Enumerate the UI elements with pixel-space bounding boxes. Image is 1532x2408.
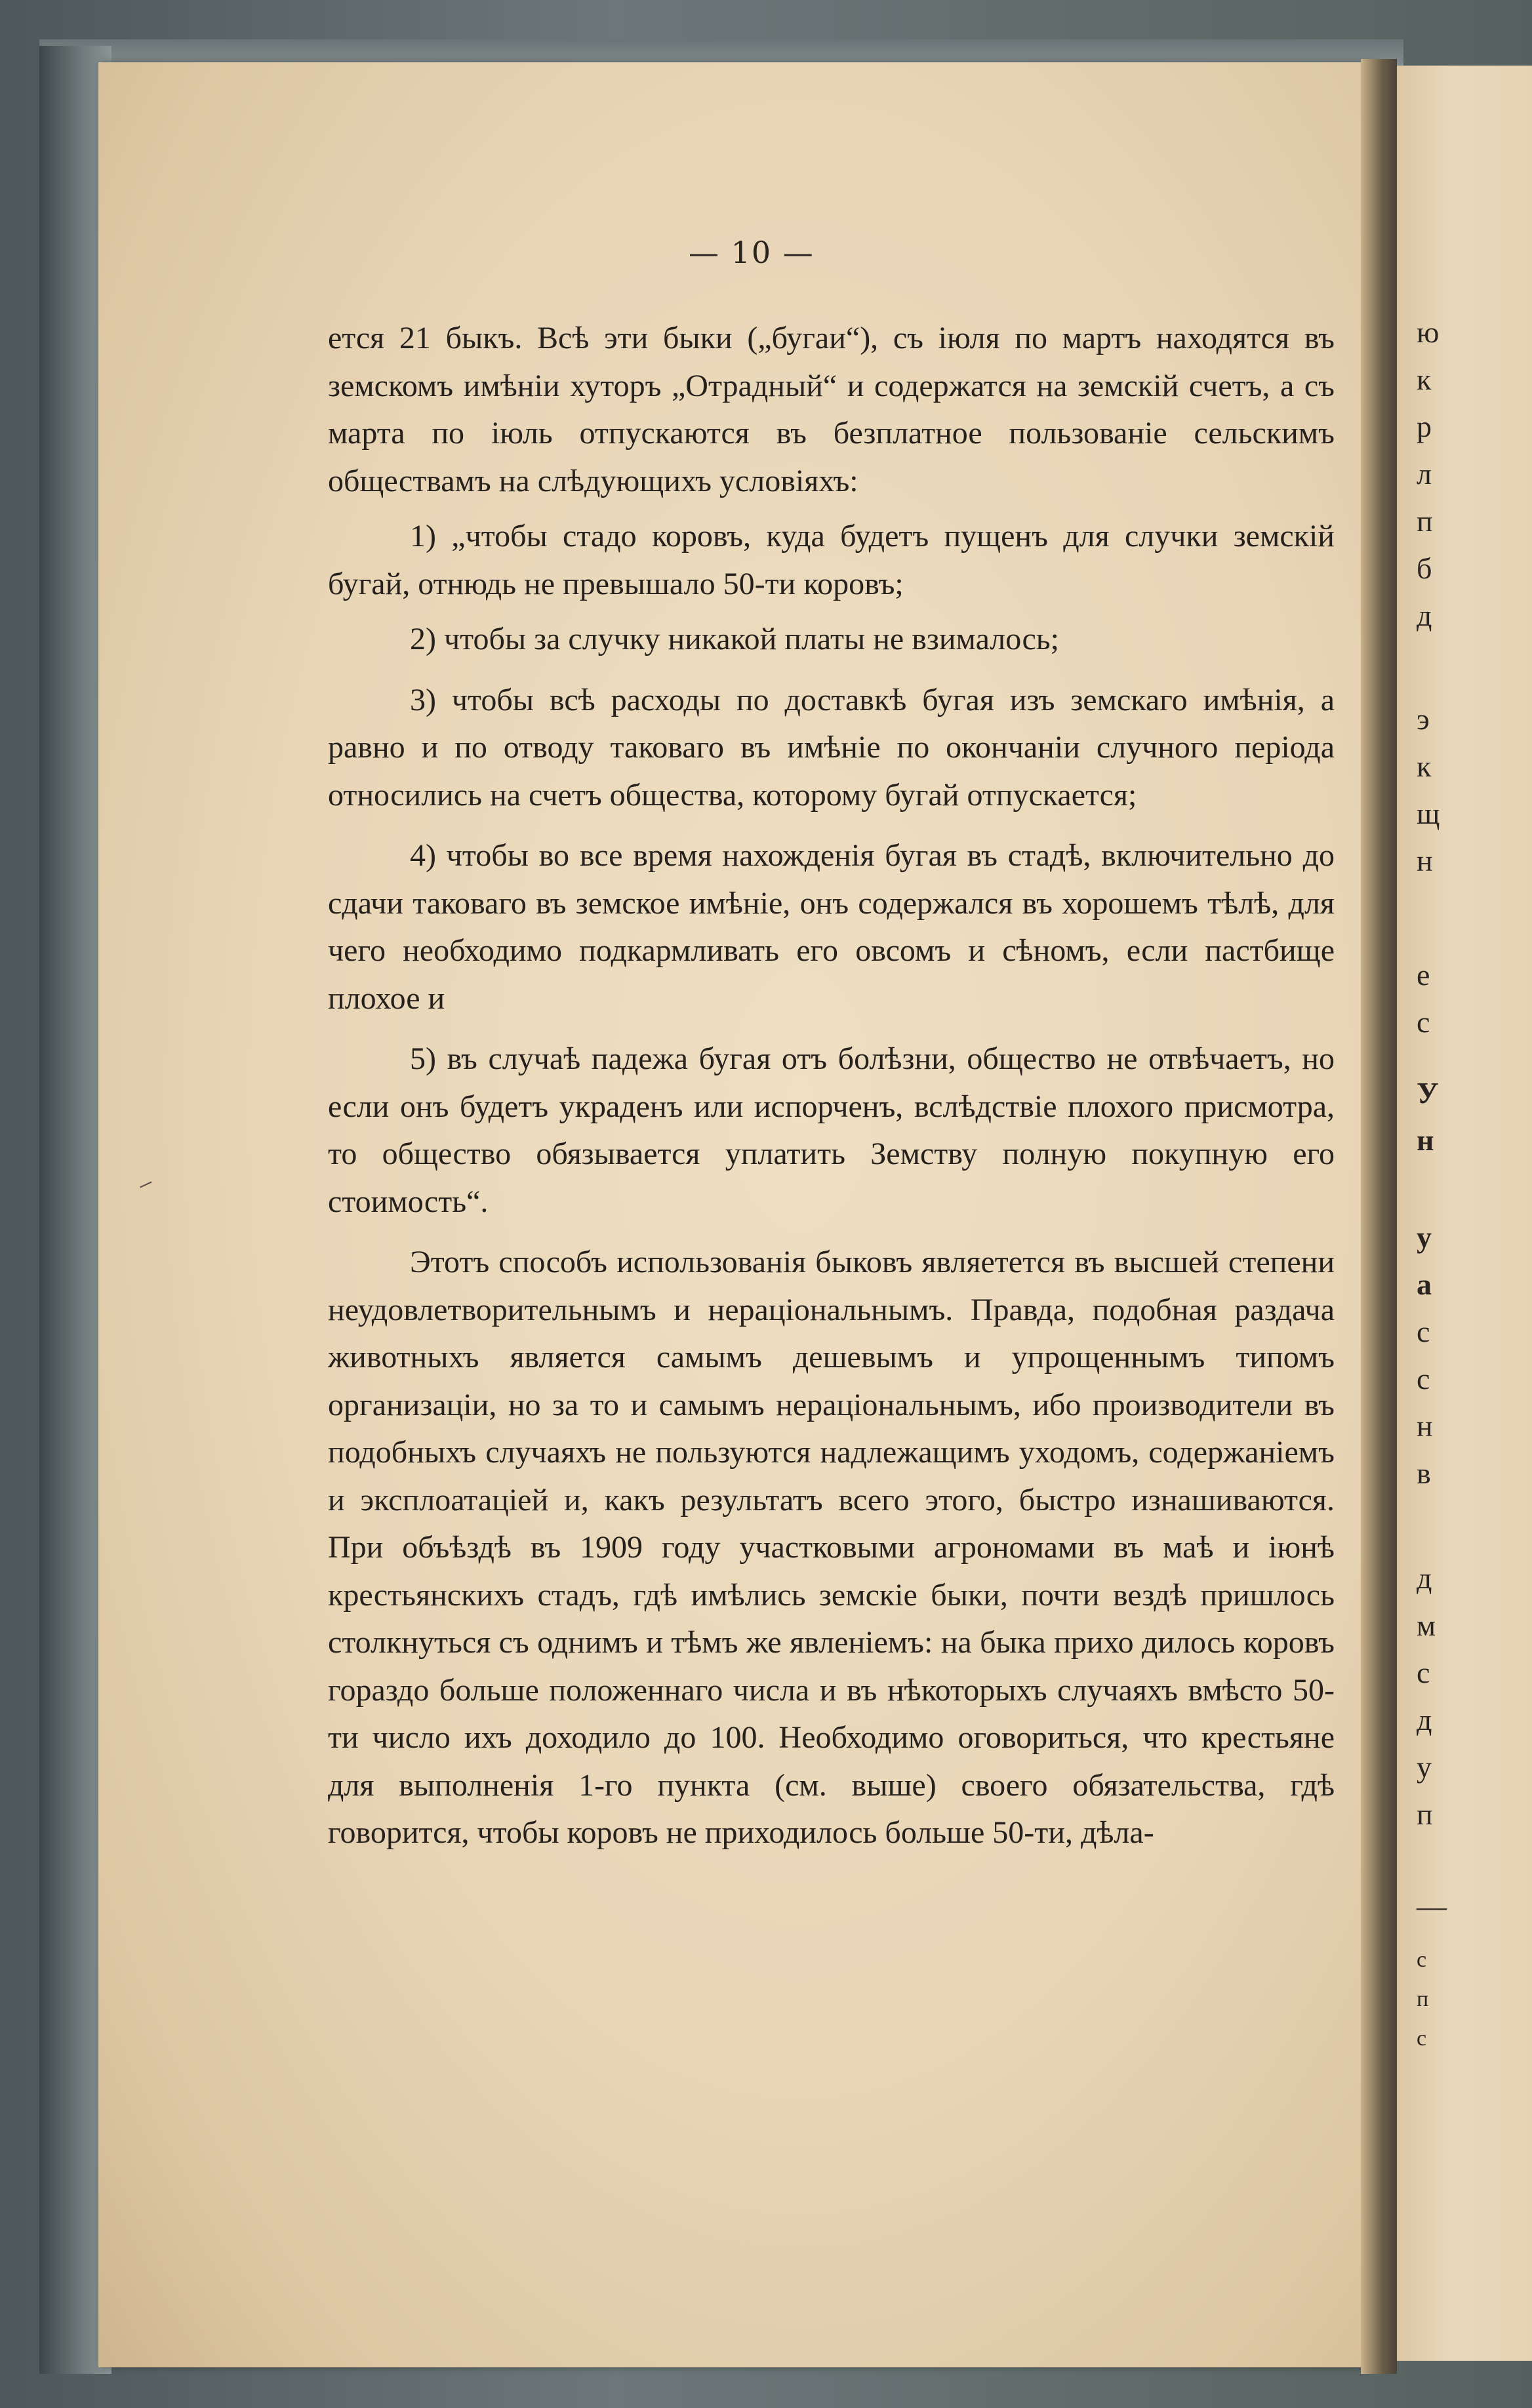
condition-2: 2) чтобы за случку никакой платы не взималось; [410,622,1059,656]
facing-line: с [1417,1948,1427,1972]
facing-line: н [1417,1123,1434,1157]
condition-1: 1) „чтобы стадо коровъ, куда будетъ пущенъ для случки земскій бугай, отнюдь не превышало 50-ти коровъ; [328,519,1335,601]
facing-line: к [1417,750,1432,783]
paragraph-intro: ется 21 быкъ. Всѣ эти быки („бугаи“), съ іюля по мартъ находятся въ земскомъ имѣніи хуторъ „Отрадный“ и содержатся на земскій счетъ, а съ марта по іюль отпускаются въ безплатное пользованіе сельскимъ обществамъ на слѣдующихъ условіяхъ: [328,321,1335,498]
facing-line: п [1417,504,1433,538]
facing-line: р [1417,410,1432,443]
ink-mark: ⸝ [136,1163,159,1196]
facing-line: э [1417,702,1430,736]
condition-3: 3) чтобы всѣ расходы по доставкѣ бугая изъ земскаго имѣнія, а равно и по отводу таковаго въ имѣніе по окончаніи случного періода относились на счетъ общества, которому бугай отпускается; [328,682,1335,813]
facing-line: д [1417,1561,1432,1595]
facing-line: с [1417,1362,1430,1395]
condition-4: 4) чтобы во все время нахожденія бугая въ стадѣ, включительно до сдачи таковаго въ земское имѣніе, онъ содержался въ хорошемъ тѣлѣ, для чего необходимо подкармливать его овсомъ и сѣномъ, если пастбище плохое и [328,838,1335,1016]
facing-line: — [1417,1889,1447,1923]
facing-line: е [1417,958,1430,992]
facing-line: щ [1417,797,1440,830]
facing-line: У [1417,1076,1439,1110]
facing-line: с [1417,1005,1430,1039]
page-number: — 10 — [689,235,815,270]
facing-line: а [1417,1268,1432,1301]
facing-line: к [1417,363,1432,396]
facing-line: п [1417,1987,1429,2011]
page-gutter [1361,59,1397,2374]
paragraph-analysis: Этотъ способъ использованія быковъ являетется въ высшей степени неудовлетворительнымъ и нераціональнымъ. Правда, подобная раздача животныхъ является самымъ дешевымъ и упрощеннымъ типомъ организаціи, но за то и самымъ нераціональнымъ, ибо производители въ подобныхъ случаяхъ не пользуются надлежащимъ уходомъ, содержаніемъ и эксплоатаціей и, какъ результатъ всего этого, быстро изнашиваются. При объѣздѣ въ 1909 году участковыми агрономами въ маѣ и іюнѣ крестьянскихъ стадъ, гдѣ имѣлись земскіе быки, почти вездѣ пришлось столкнуться съ однимъ и тѣмъ же явленіемъ: на быка прихо дилось коровъ гораздо больше положеннаго числа и въ нѣкоторыхъ случаяхъ вмѣсто 50-ти число ихъ доходило до 100. Необходимо оговориться, что крестьяне для выполненія 1-го пункта (см. выше) своего обязательства, гдѣ говорится, чтобы коровъ не приходилось больше 50-ти, дѣла- [328,1245,1335,1850]
facing-line: с [1417,1315,1430,1348]
facing-line: л [1417,457,1432,491]
facing-line: н [1417,1409,1433,1443]
facing-line: м [1417,1609,1436,1642]
facing-line: с [1417,1656,1430,1689]
condition-5: 5) въ случаѣ падежа бугая отъ болѣзни, общество не отвѣчаетъ, но если онъ будетъ украденъ или испорченъ, вслѣдствіе плохого присмотра, то общество обязывается уплатить Земству полную покупную его стоимость“. [328,1041,1335,1219]
facing-line: с [1417,2026,1427,2051]
facing-line: б [1417,552,1432,585]
facing-line: в [1417,1456,1431,1490]
facing-line: д [1417,1703,1432,1736]
facing-line: п [1417,1797,1433,1831]
facing-line: у [1417,1750,1432,1784]
facing-line: д [1417,599,1432,632]
page-body [328,315,1335,1857]
facing-line: н [1417,844,1433,877]
facing-line: ю [1417,315,1440,349]
facing-line: у [1417,1220,1432,1254]
